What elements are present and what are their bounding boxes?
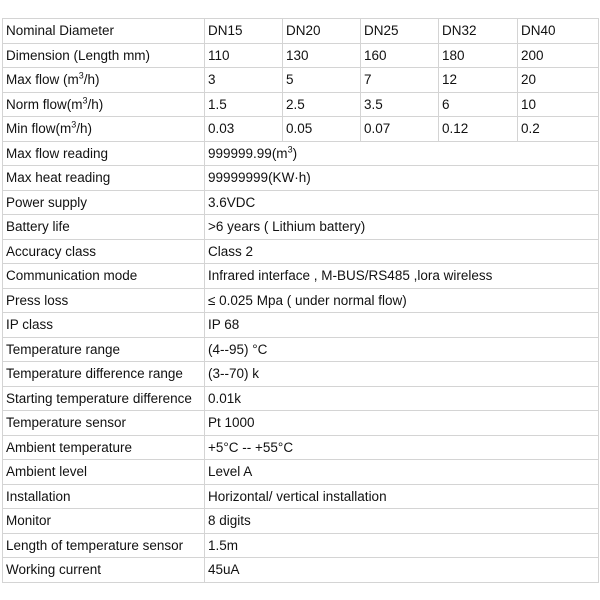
cell-value: 3.6VDC [205,190,599,215]
cell-value: 0.05 [283,117,361,142]
row-label: IP class [3,313,205,338]
cell-value: Level A [205,460,599,485]
cell-value: Infrared interface , M-BUS/RS485 ,lora wireless [205,264,599,289]
table-row [3,411,599,436]
row-label: Temperature range [3,337,205,362]
table-row-nominal-diameter [3,19,599,44]
table-row-norm-flow [3,92,599,117]
label-text: Max flow (m [6,72,79,87]
table-row [3,190,599,215]
row-label: Max flow reading [3,141,205,166]
spec-table [2,18,599,583]
table-row [3,215,599,240]
cell-value: 160 [361,43,439,68]
row-label: Press loss [3,288,205,313]
label-text: Norm flow(m [6,96,83,112]
cell-value: 3.5 [361,92,439,117]
row-label [3,92,205,117]
cell-value: >6 years ( Lithium battery) [205,215,599,240]
row-label: Ambient temperature [3,435,205,460]
cell-value: 6 [439,92,518,117]
label-text: /h) [87,96,104,112]
table-row [3,362,599,387]
cell-value: 0.2 [518,117,599,142]
row-label: Battery life [3,215,205,240]
table-row [3,313,599,338]
table-row-min-flow [3,117,599,142]
cell-value [205,141,599,166]
cell-value: 8 digits [205,509,599,534]
table-row [3,264,599,289]
row-label: Installation [3,484,205,509]
row-label: Length of temperature sensor [3,533,205,558]
cell-value: 200 [518,43,599,68]
cell-value: 110 [205,43,283,68]
table-row [3,558,599,583]
table-row-dimension [3,43,599,68]
table-row-max-flow [3,68,599,93]
cell-value: 12 [439,68,518,93]
row-label: Max heat reading [3,166,205,191]
cell-value: 7 [361,68,439,93]
cell-value: DN25 [361,19,439,44]
cell-value: 10 [518,92,599,117]
cell-value: DN20 [283,19,361,44]
cell-value: 45uA [205,558,599,583]
cell-value: 0.07 [361,117,439,142]
table-row [3,435,599,460]
row-label: Nominal Diameter [3,19,205,44]
table-row [3,166,599,191]
cell-value: 130 [283,43,361,68]
table-row [3,288,599,313]
table-row [3,337,599,362]
row-label: Accuracy class [3,239,205,264]
label-text: Min flow(m [6,121,72,136]
cell-value: 99999999(KW·h) [205,166,599,191]
cell-value: ≤ 0.025 Mpa ( under normal flow) [205,288,599,313]
cell-value: 2.5 [283,92,361,117]
cell-value: 0.03 [205,117,283,142]
cell-value: IP 68 [205,313,599,338]
superscript: 3 [287,144,293,154]
cell-value: 3 [205,68,283,93]
superscript: 3 [71,119,77,130]
table-row [3,484,599,509]
cell-value: 5 [283,68,361,93]
cell-value: Class 2 [205,239,599,264]
cell-value: 20 [518,68,599,93]
row-label: Monitor [3,509,205,534]
row-label: Dimension (Length mm) [3,43,205,68]
table-row-max-flow-reading [3,141,599,166]
row-label: Temperature difference range [3,362,205,387]
row-label: Working current [3,558,205,583]
table-row [3,509,599,534]
cell-value: 180 [439,43,518,68]
cell-value: (3--70) k [205,362,599,387]
table-row [3,533,599,558]
cell-value: +5°C -- +55°C [205,435,599,460]
cell-value: DN32 [439,19,518,44]
value-text: 999999.99(m [208,145,288,161]
cell-value: DN15 [205,19,283,44]
cell-value: Horizontal/ vertical installation [205,484,599,509]
cell-value: (4--95) °C [205,337,599,362]
row-label: Ambient level [3,460,205,485]
row-label: Starting temperature difference [3,386,205,411]
table-row [3,239,599,264]
value-text: ) [292,145,298,161]
label-text: /h) [76,121,93,136]
cell-value: Pt 1000 [205,411,599,436]
cell-value: DN40 [518,19,599,44]
superscript: 3 [82,95,88,105]
superscript: 3 [78,70,84,81]
row-label [3,117,205,142]
table-row [3,386,599,411]
cell-value: 1.5 [205,92,283,117]
table-row [3,460,599,485]
row-label [3,68,205,93]
cell-value: 0.12 [439,117,518,142]
row-label: Communication mode [3,264,205,289]
row-label: Temperature sensor [3,411,205,436]
label-text: /h) [83,72,100,87]
cell-value: 1.5m [205,533,599,558]
cell-value: 0.01k [205,386,599,411]
row-label: Power supply [3,190,205,215]
